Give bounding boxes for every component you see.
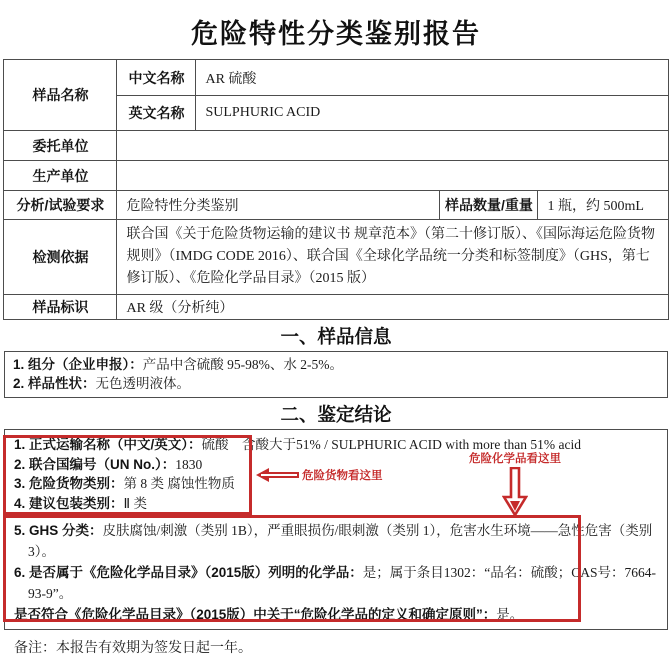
- item-value: 1830: [175, 456, 203, 472]
- table-row: [4, 220, 668, 295]
- remark-note: 备注：本报告有效期为签发日起一年。: [14, 641, 252, 656]
- composition-line: [13, 355, 659, 374]
- producer-label: 生产单位: [4, 161, 117, 191]
- cn-name-label: 中文名称: [117, 60, 196, 96]
- item-value: 是。: [496, 607, 524, 622]
- section-two-heading: 二、鉴定结论: [280, 406, 392, 426]
- item-label: 6. 是否属于《危险化学品目录》（2015版）列明的化学品：: [14, 565, 363, 580]
- conclusion-item-catalog-definition: [14, 604, 659, 625]
- mark-value: AR 级（分析纯）: [117, 295, 668, 320]
- appearance-label: 2. 样品性状：: [13, 376, 96, 391]
- composition-label: 1. 组分（企业申报）：: [13, 357, 143, 372]
- appearance-line: [13, 374, 659, 393]
- producer-value: [117, 161, 668, 191]
- item-value: 是；属于条目1302：“品名：硫酸；CAS号：7664-93-9”。: [28, 565, 657, 601]
- item-label: 1. 正式运输名称（中文/英文）：: [14, 437, 202, 452]
- page-title: 危险特性分类鉴别报告: [191, 19, 481, 49]
- quantity-value: 1 瓶，约 500mL: [538, 191, 668, 220]
- item-value: 皮肤腐蚀/刺激（类别 1B），严重眼损伤/眼刺激（类别 1），危害水生环境——急性危害（类别 3）。: [28, 523, 653, 559]
- client-value: [117, 131, 668, 161]
- table-row: [4, 60, 668, 96]
- en-name-value: SULPHURIC ACID: [196, 96, 668, 131]
- item-value: 第 8 类 腐蚀性物质: [123, 476, 235, 491]
- dangerous-goods-annotation-label: 危险货物看这里: [302, 470, 383, 482]
- client-label: 委托单位: [4, 131, 117, 161]
- item-value: 硫酸 含酸大于51% / SULPHURIC ACID with more than 51% acid: [201, 437, 581, 452]
- table-row: [4, 295, 668, 320]
- conclusion-item-shipping-name: [14, 435, 659, 455]
- composition-value: 产品中含硫酸 95-98%、水 2-5%。: [142, 357, 343, 372]
- conclusion-box: [4, 429, 668, 630]
- item-label: 5. GHS 分类：: [14, 523, 103, 538]
- item-value: Ⅱ 类: [123, 495, 148, 511]
- table-row: [4, 191, 668, 220]
- conclusion-item-packing-group: [14, 494, 659, 514]
- quantity-label: 样品数量/重量: [440, 191, 538, 220]
- item-label: 3. 危险货物类别：: [14, 476, 124, 491]
- conclusion-item-ghs: [14, 520, 659, 562]
- conclusion-item-catalog-listed: [14, 562, 659, 604]
- analysis-value: 危险特性分类鉴别: [117, 191, 440, 220]
- en-name-label: 英文名称: [117, 96, 196, 131]
- sample-info-table: [3, 59, 668, 320]
- section-one-heading: 一、样品信息: [280, 328, 392, 348]
- sample-information-box: [4, 351, 668, 398]
- analysis-label: 分析/试验要求: [4, 191, 117, 220]
- hazardous-chemicals-annotation-label: 危险化学品看这里: [469, 453, 561, 465]
- table-row: [4, 161, 668, 191]
- appearance-value: 无色透明液体。: [95, 376, 191, 391]
- table-row: [4, 131, 668, 161]
- basis-label: 检测依据: [4, 220, 117, 295]
- item-label: 4. 建议包装类别：: [14, 495, 124, 511]
- item-label: 2. 联合国编号（UN No.）：: [14, 456, 176, 472]
- item-label: 是否符合《危险化学品目录》（2015版）中关于“危险化学品的定义和确定原则”：: [14, 607, 497, 622]
- mark-label: 样品标识: [4, 295, 117, 320]
- cn-name-value: AR 硫酸: [196, 60, 668, 96]
- sample-name-label: 样品名称: [4, 60, 117, 131]
- basis-value: 联合国《关于危险货物运输的建议书 规章范本》（第二十修订版）、《国际海运危险货物规则》（IMDG CODE 2016）、联合国《全球化学品统一分类和标签制度》（GHS，第七修订版）、《危险化学品目录》（2015 版）: [117, 220, 668, 295]
